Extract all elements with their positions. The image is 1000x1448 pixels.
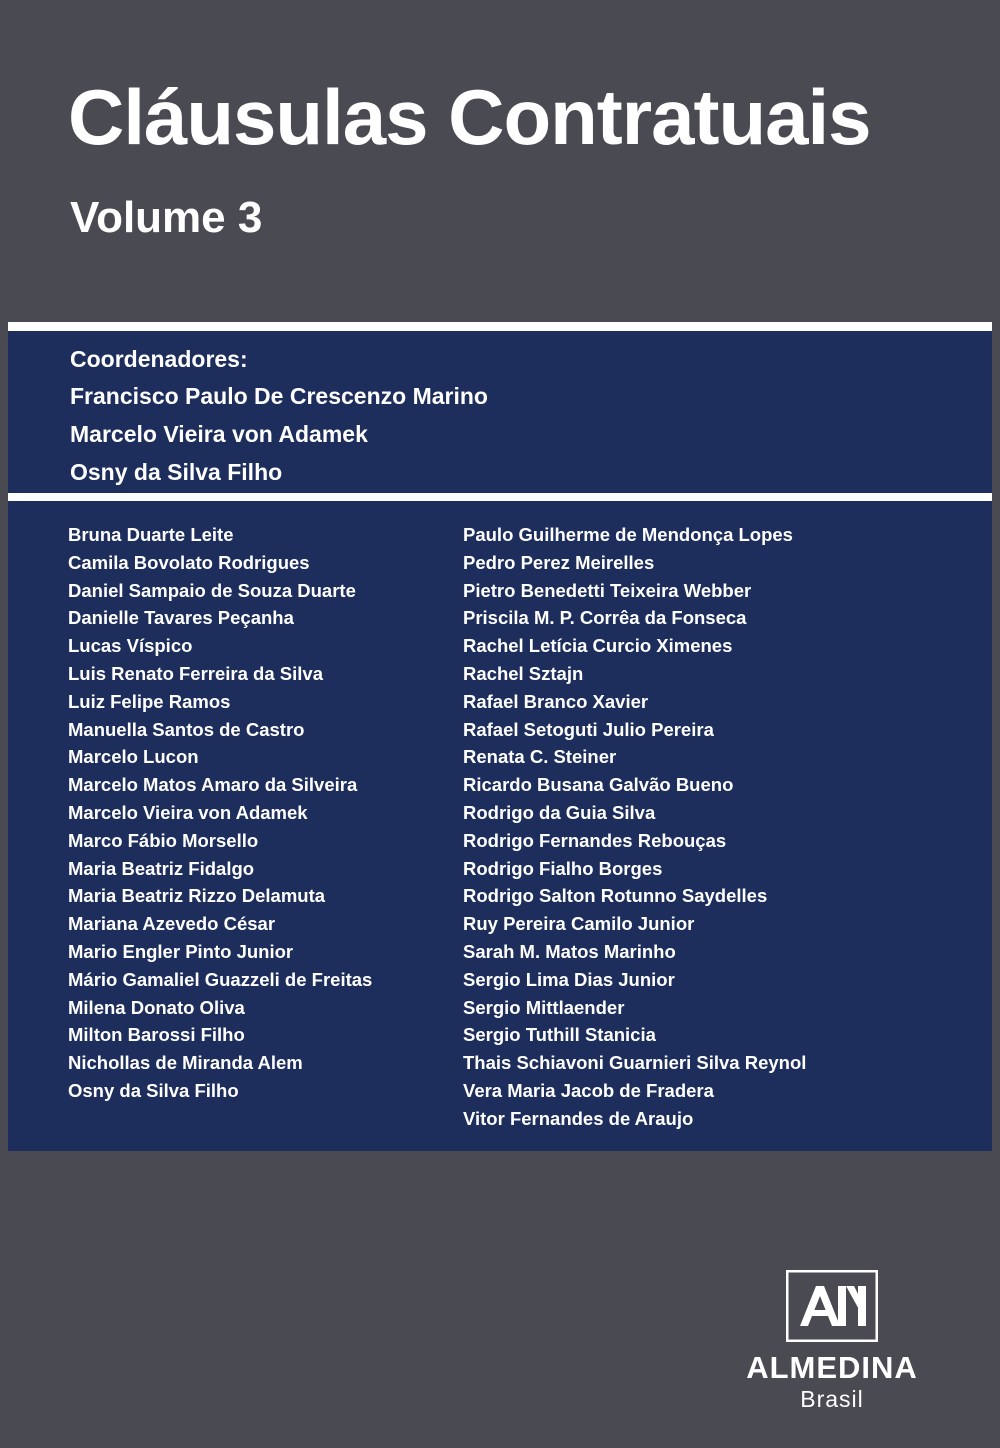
author-name: Priscila M. P. Corrêa da Fonseca: [463, 607, 747, 629]
author-name: Maria Beatriz Fidalgo: [68, 857, 255, 879]
author-name: Pietro Benedetti Teixeira Webber: [463, 579, 752, 601]
author-name: Marco Fábio Morsello: [68, 829, 259, 851]
author-name: Sergio Tuthill Stanicia: [463, 1024, 656, 1046]
author-name: Daniel Sampaio de Souza Duarte: [68, 579, 356, 601]
author-name: Ruy Pereira Camilo Junior: [463, 913, 695, 935]
author-name: Mario Engler Pinto Junior: [68, 940, 294, 962]
author-name: Rodrigo da Guia Silva: [463, 801, 656, 823]
authors-column-right: [463, 521, 983, 1133]
publisher-country: Brasil: [800, 1385, 864, 1412]
author-name: Paulo Guilherme de Mendonça Lopes: [463, 524, 793, 545]
author-name: Marcelo Vieira von Adamek: [68, 801, 308, 823]
author-name: Vera Maria Jacob de Fradera: [463, 1079, 714, 1101]
authors-column-left: [68, 521, 468, 1105]
author-name: Rodrigo Salton Rotunno Saydelles: [463, 885, 768, 907]
author-name: Rafael Setoguti Julio Pereira: [463, 718, 714, 740]
author-name: Mário Gamaliel Guazzeli de Freitas: [68, 968, 373, 990]
authors-band: [8, 501, 992, 1151]
divider-middle: [8, 493, 992, 501]
publisher-logo: [722, 1270, 942, 1414]
author-name: Camila Bovolato Rodrigues: [68, 551, 310, 573]
almedina-monogram-icon: [786, 1270, 878, 1342]
author-name: Ricardo Busana Galvão Bueno: [463, 774, 734, 796]
publisher-name: ALMEDINA: [746, 1350, 918, 1385]
author-name: Bruna Duarte Leite: [68, 524, 234, 545]
author-name: Marcelo Lucon: [68, 746, 199, 768]
author-name: Milton Barossi Filho: [68, 1024, 245, 1046]
author-name: Marcelo Matos Amaro da Silveira: [68, 774, 358, 796]
author-name: Milena Donato Oliva: [68, 996, 245, 1018]
author-name: Sarah M. Matos Marinho: [463, 940, 676, 962]
author-name: Luis Renato Ferreira da Silva: [68, 662, 323, 684]
coordinator-name: Francisco Paulo De Crescenzo Marino: [70, 383, 488, 409]
volume-label: Volume 3: [70, 193, 263, 242]
author-name: Sergio Mittlaender: [463, 996, 625, 1018]
author-name: Renata C. Steiner: [463, 746, 617, 768]
title-area: [0, 0, 1000, 320]
coordinators-label: Coordenadores:: [70, 346, 248, 372]
author-name: Rodrigo Fernandes Rebouças: [463, 829, 727, 851]
author-name: Nichollas de Miranda Alem: [68, 1052, 303, 1074]
author-name: Sergio Lima Dias Junior: [463, 968, 675, 990]
coordinator-name: Osny da Silva Filho: [70, 459, 283, 485]
author-name: Rachel Letícia Curcio Ximenes: [463, 635, 733, 657]
author-name: Pedro Perez Meirelles: [463, 551, 655, 573]
coordinators-band: [8, 331, 992, 493]
divider-top: [8, 322, 992, 331]
author-name: Maria Beatriz Rizzo Delamuta: [68, 885, 326, 907]
coordinator-name: Marcelo Vieira von Adamek: [70, 421, 368, 447]
page-title: Cláusulas Contratuais: [68, 73, 871, 161]
author-name: Rachel Sztajn: [463, 662, 584, 684]
author-name: Rafael Branco Xavier: [463, 690, 649, 712]
author-name: Vitor Fernandes de Araujo: [463, 1107, 694, 1129]
author-name: Osny da Silva Filho: [68, 1079, 239, 1101]
author-name: Mariana Azevedo César: [68, 913, 276, 935]
author-name: Luiz Felipe Ramos: [68, 690, 231, 712]
author-name: Manuella Santos de Castro: [68, 718, 305, 740]
author-name: Lucas Víspico: [68, 635, 193, 657]
author-name: Danielle Tavares Peçanha: [68, 607, 294, 629]
author-name: Rodrigo Fialho Borges: [463, 857, 663, 879]
author-name: Thais Schiavoni Guarnieri Silva Reynol: [463, 1052, 807, 1074]
